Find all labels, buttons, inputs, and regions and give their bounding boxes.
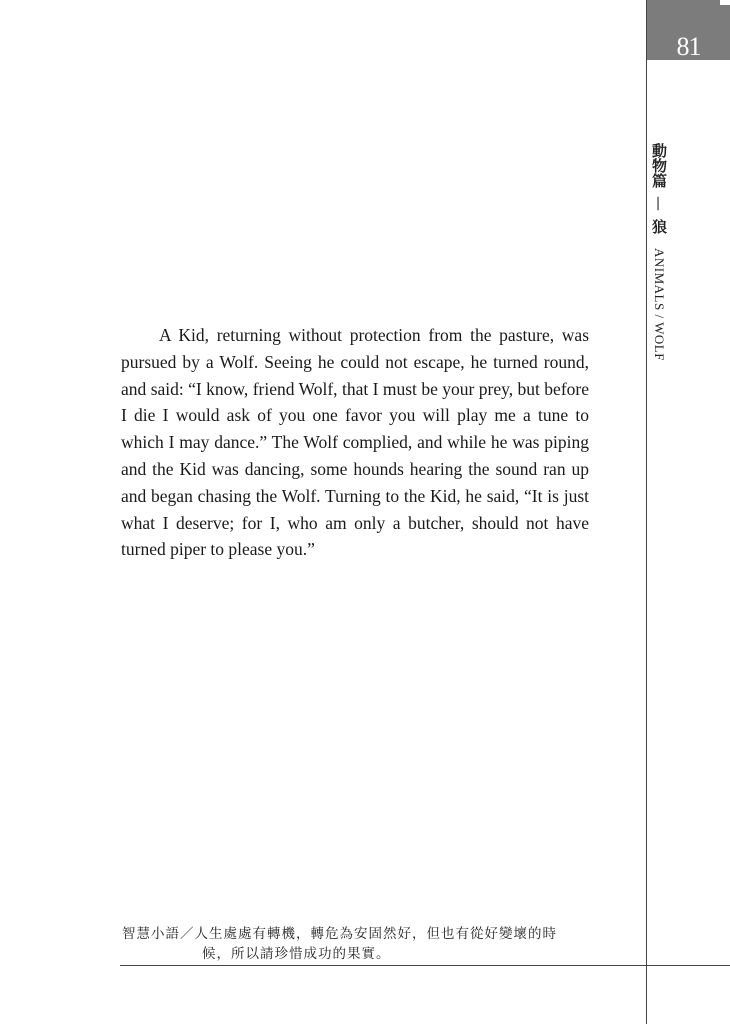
footer-rule	[120, 965, 730, 966]
wisdom-note	[122, 924, 602, 964]
wisdom-note-line-2: 候，所以請珍惜成功的果實。	[202, 946, 391, 962]
running-header	[648, 143, 670, 361]
wisdom-note-line-1: 智慧小語／人生處處有轉機，轉危為安固然好，但也有從好變壞的時	[122, 926, 557, 942]
story-paragraph: A Kid, returning without protection from the pasture, was pursued by a Wolf. Seeing he could not escape, he turned round, and said: “I know, friend Wolf, that I must be your prey, but before I die I would ask of you one favor you will play me a tune to which I may dance.” The Wolf complied, and while he was piping and the Kid was dancing, some hounds hearing the sound ran up and began chasing the Wolf. Turning to the Kid, he said, “It is just what I deserve; for I, who am only a butcher, should not have turned piper to please you.”	[121, 325, 589, 560]
chapter-title: 動物篇	[650, 143, 668, 188]
animal-title: 狼	[650, 219, 668, 234]
english-title: ANIMALS / WOLF	[652, 248, 667, 361]
page-number: 81	[676, 32, 701, 61]
title-dash: —	[650, 196, 668, 211]
margin-rule	[646, 0, 647, 1024]
